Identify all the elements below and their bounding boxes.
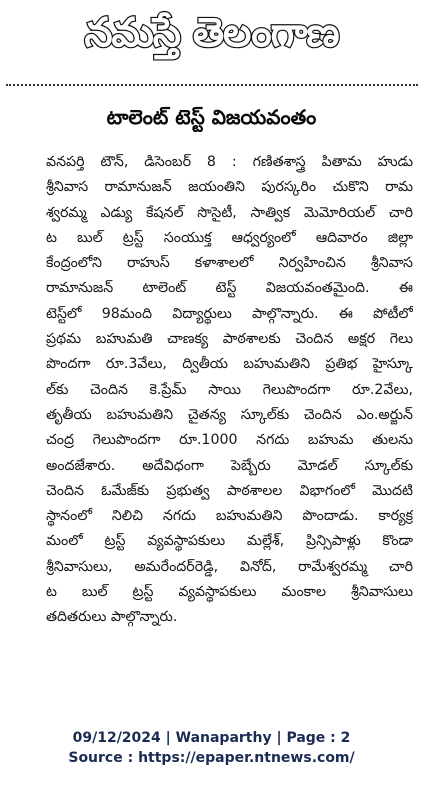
article-line: ల్‌కు చెందిన కె.ప్రేమ్ సాయి గెలుపొందగా రూ.2వేలు, xyxy=(46,381,413,398)
footer xyxy=(0,728,423,768)
news-article xyxy=(0,100,423,631)
masthead xyxy=(0,0,423,76)
article-body xyxy=(0,150,423,631)
article-line: వనపర్తి టౌన్, డిసెంబర్ 8 : గణితశాస్త్ర పితామ హుడు xyxy=(46,154,413,170)
masthead-divider xyxy=(6,84,418,86)
article-line: శ్రీనివాసులు, అమరేందర్‌రెడ్డి, వినోద్, రామేశ్వరమ్మ చారి xyxy=(46,558,413,575)
article-line: పొందగా రూ.3వేలు, ద్వితీయ బహుమతిని ప్రతిభ హైస్కూ xyxy=(46,356,413,373)
article-line: తృతీయ బహుమతిని చైతన్య స్కూల్‌కు చెందిన ఎం.అర్జున్ xyxy=(46,406,413,423)
article-headline: టాలెంట్ టెస్ట్ విజయవంతం xyxy=(106,105,317,129)
article-line: ట బుల్ ట్రస్ట్ వ్యవస్థాపకులు మంకాల శ్రీనివాసులు xyxy=(46,584,413,601)
article-line: ప్రథమ బహుమతి చాణక్య పాఠశాలకు చెందిన అక్షర గెలు xyxy=(46,331,413,348)
footer-source-line[interactable]: Source : https://epaper.ntnews.com/ xyxy=(68,750,355,766)
article-line: స్థానంలో నిలిచి నగదు బహుమతిని పొందాడు. కార్యక్ర xyxy=(46,508,413,525)
newspaper-logo: నమస్తే తెలంగాణ xyxy=(84,10,339,56)
article-line: రామానుజన్ టాలెంట్ టెస్ట్ విజయవంతమైంది. ఈ xyxy=(46,280,413,297)
article-line: చెందిన ఓమేజ్‌కు ప్రభుత్వ పాఠశాలల విభాగంలో మొదటి xyxy=(46,482,413,499)
article-line: శ్రీనివాస రామానుజన్ జయంతిని పురస్కరిం చుకొని రామ xyxy=(46,179,413,196)
article-line: శ్వరమ్మ ఎడ్యు కేషనల్ సొసైటీ, సాత్విక మెమోరియల్ చారి xyxy=(46,204,413,221)
article-line: చంద్ర గెలుపొందగా రూ.1000 నగదు బహుమ తులను xyxy=(46,432,413,449)
article-line: ట బుల్ ట్రస్ట్ సంయుక్త ఆధ్వర్యంలో ఆదివారం జిల్లా xyxy=(46,229,413,246)
article-line: టెస్ట్‌లో 98మంది విద్యార్థులు పాల్గొన్నారు. ఈ పోటీలో xyxy=(46,305,413,322)
article-line: కేంద్రంలోని రాహుస్ కళాశాలలో నిర్వహించిన శ్రీనివాస xyxy=(46,255,413,272)
article-line: తదితరులు పాల్గొన్నారు. xyxy=(46,609,178,626)
article-line: అందజేశారు. అదేవిధంగా పెబ్బేరు మోడల్ స్కూల్‌కు xyxy=(46,457,413,474)
article-line: మంలో ట్రస్ట్ వ్యవస్థాపకులు మల్లేశ్, ప్రిన్సిపాళ్లు కొండా xyxy=(46,533,413,550)
footer-date-line: 09/12/2024 | Wanaparthy | Page : 2 xyxy=(72,730,351,746)
